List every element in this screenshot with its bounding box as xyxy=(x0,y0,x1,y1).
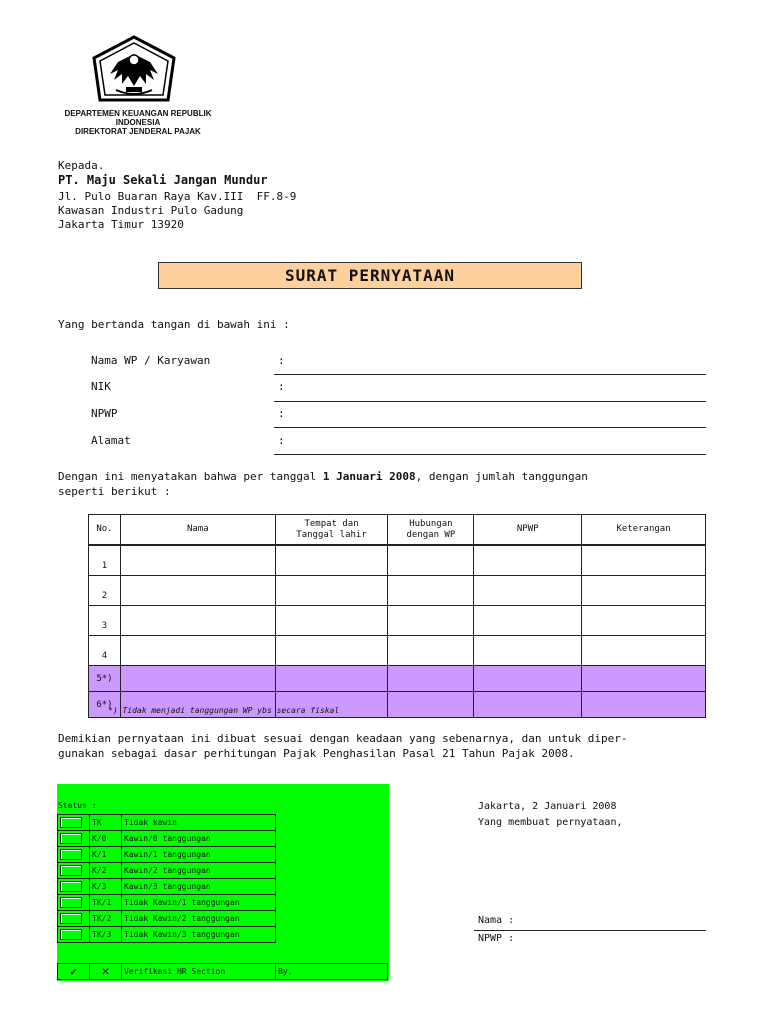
cell-npwp[interactable] xyxy=(474,636,582,666)
verify-approve-icon[interactable]: ✔ xyxy=(58,964,90,980)
header-npwp: NPWP xyxy=(474,515,582,546)
department-line-1: DEPARTEMEN KEUANGAN REPUBLIK xyxy=(64,109,212,118)
checkbox-cell[interactable] xyxy=(58,879,90,895)
cell-nama[interactable] xyxy=(120,636,275,666)
status-option[interactable] xyxy=(58,831,276,847)
intro-text: Yang bertanda tangan di bawah ini : xyxy=(58,318,290,331)
status-checkbox[interactable] xyxy=(60,817,82,828)
status-desc: Tidak Kawin/2 tanggungan xyxy=(122,911,276,927)
declaration-line-1 xyxy=(58,470,588,484)
checkbox-cell[interactable] xyxy=(58,927,90,943)
checkbox-cell[interactable] xyxy=(58,847,90,863)
status-checkbox[interactable] xyxy=(60,865,82,876)
field-colon-name: : xyxy=(278,354,285,367)
cell-keterangan[interactable] xyxy=(582,666,706,692)
field-label-nik: NIK xyxy=(91,380,111,393)
header-keterangan: Keterangan xyxy=(582,515,706,546)
status-desc: Tidak kawin xyxy=(122,815,276,831)
field-colon-npwp: : xyxy=(278,407,285,420)
recipient-address-1: Jl. Pulo Buaran Raya Kav.III FF.8-9 xyxy=(58,190,297,203)
status-checkbox[interactable] xyxy=(60,881,82,892)
header-nama: Nama xyxy=(120,515,275,546)
table-row xyxy=(89,636,706,666)
cell-npwp[interactable] xyxy=(474,606,582,636)
status-checkbox[interactable] xyxy=(60,833,82,844)
status-label: Status : xyxy=(58,801,97,810)
header-no: No. xyxy=(89,515,121,546)
status-option[interactable] xyxy=(58,879,276,895)
dependents-table xyxy=(88,514,706,718)
status-code: K/0 xyxy=(90,831,122,847)
cell-ttl[interactable] xyxy=(275,666,388,692)
department-line-3: DIREKTORAT JENDERAL PAJAK xyxy=(75,127,201,136)
field-label-alamat: Alamat xyxy=(91,434,131,447)
row-number: 4 xyxy=(89,636,121,666)
cell-ttl[interactable] xyxy=(275,576,388,606)
declaration-date: 1 Januari 2008 xyxy=(322,470,416,483)
status-desc: Kawin/2 tanggungan xyxy=(122,863,276,879)
status-checkbox[interactable] xyxy=(60,897,82,908)
field-colon-alamat: : xyxy=(278,434,285,447)
signature-name-label: Nama : xyxy=(478,915,515,926)
field-line-nik[interactable] xyxy=(274,401,706,402)
verify-by[interactable]: By. xyxy=(276,964,388,980)
ministry-emblem-logo xyxy=(88,34,180,106)
field-label-npwp: NPWP xyxy=(91,407,118,420)
verification-row xyxy=(57,963,388,980)
cell-keterangan[interactable] xyxy=(582,692,706,718)
declaration-part-2: , dengan jumlah tanggungan xyxy=(415,470,588,483)
cell-ttl[interactable] xyxy=(275,545,388,576)
checkbox-cell[interactable] xyxy=(58,831,90,847)
status-option[interactable] xyxy=(58,911,276,927)
row-number: 6*) xyxy=(89,692,121,718)
cell-keterangan[interactable] xyxy=(582,576,706,606)
verify-reject-icon[interactable]: ✕ xyxy=(90,964,122,980)
status-desc: Kawin/3 tanggungan xyxy=(122,879,276,895)
cell-nama[interactable] xyxy=(120,606,275,636)
table-row xyxy=(89,576,706,606)
header-tempat-tanggal-lahir: Tempat dan Tanggal lahir xyxy=(275,515,388,546)
cell-hubungan[interactable] xyxy=(388,606,474,636)
checkbox-cell[interactable] xyxy=(58,895,90,911)
status-code: TK/2 xyxy=(90,911,122,927)
status-code: K/3 xyxy=(90,879,122,895)
field-label-name: Nama WP / Karyawan xyxy=(91,354,211,367)
status-desc: Tidak Kawin/1 tanggungan xyxy=(122,895,276,911)
closing-line-2: gunakan sebagai dasar perhitungan Pajak Penghasilan Pasal 21 Tahun Pajak 2008. xyxy=(58,747,575,760)
status-code: K/1 xyxy=(90,847,122,863)
cell-nama[interactable] xyxy=(120,666,275,692)
cell-keterangan[interactable] xyxy=(582,545,706,576)
status-code: TK/3 xyxy=(90,927,122,943)
status-option[interactable] xyxy=(58,927,276,943)
row-number: 3 xyxy=(89,606,121,636)
checkbox-cell[interactable] xyxy=(58,911,90,927)
declaration-line-2: seperti berikut : xyxy=(58,485,171,498)
row-number: 1 xyxy=(89,545,121,576)
row-number: 5*) xyxy=(89,666,121,692)
closing-line-1: Demikian pernyataan ini dibuat sesuai dengan keadaan yang sebenarnya, dan untuk diper- xyxy=(58,732,628,745)
recipient-address-2: Kawasan Industri Pulo Gadung xyxy=(58,204,244,217)
status-option[interactable] xyxy=(58,847,276,863)
cell-ttl[interactable] xyxy=(275,636,388,666)
table-header-row xyxy=(89,515,706,546)
cell-npwp[interactable] xyxy=(474,576,582,606)
status-option[interactable] xyxy=(58,863,276,879)
cell-hubungan[interactable] xyxy=(388,576,474,606)
department-line-2: INDONESIA xyxy=(115,118,161,127)
cell-nama[interactable] xyxy=(120,576,275,606)
recipient-salutation: Kepada. xyxy=(58,159,105,172)
signature-place-date: Jakarta, 2 Januari 2008 xyxy=(478,801,617,812)
status-options-table xyxy=(57,814,276,943)
signature-name-line[interactable] xyxy=(474,930,706,931)
row-number: 2 xyxy=(89,576,121,606)
cell-hubungan[interactable] xyxy=(388,666,474,692)
document-title: SURAT PERNYATAAN xyxy=(158,262,582,289)
department-name xyxy=(58,109,218,136)
header-hubungan: Hubungan dengan WP xyxy=(388,515,474,546)
cell-npwp[interactable] xyxy=(474,692,582,718)
checkbox-cell[interactable] xyxy=(58,863,90,879)
field-colon-nik: : xyxy=(278,380,285,393)
status-checkbox[interactable] xyxy=(60,849,82,860)
status-desc: Kawin/0 tanggungan xyxy=(122,831,276,847)
cell-hubungan[interactable] xyxy=(388,636,474,666)
status-checkbox[interactable] xyxy=(60,929,82,940)
signature-maker: Yang membuat pernyataan, xyxy=(478,817,623,828)
field-line-npwp[interactable] xyxy=(274,427,706,428)
table-row xyxy=(89,606,706,636)
cell-ttl[interactable] xyxy=(275,606,388,636)
status-desc: Tidak Kawin/3 tanggungan xyxy=(122,927,276,943)
signature-npwp-label: NPWP : xyxy=(478,933,515,944)
table-footnote: *) Tidak menjadi tanggungan WP ybs secara fiskal xyxy=(108,706,340,715)
status-code: TK/1 xyxy=(90,895,122,911)
declaration-part-1: Dengan ini menyatakan bahwa per tanggal xyxy=(58,470,323,483)
field-line-alamat[interactable] xyxy=(274,454,706,455)
verify-label: Verifikasi HR Section xyxy=(122,964,276,980)
recipient-address-3: Jakarta Timur 13920 xyxy=(58,218,184,231)
cell-nama[interactable] xyxy=(120,545,275,576)
cell-npwp[interactable] xyxy=(474,666,582,692)
recipient-company: PT. Maju Sekali Jangan Mundur xyxy=(58,173,268,187)
cell-keterangan[interactable] xyxy=(582,636,706,666)
table-row-non-fiscal xyxy=(89,666,706,692)
status-desc: Kawin/1 tanggungan xyxy=(122,847,276,863)
cell-npwp[interactable] xyxy=(474,545,582,576)
checkbox-cell[interactable] xyxy=(58,815,90,831)
status-option[interactable] xyxy=(58,895,276,911)
cell-hubungan[interactable] xyxy=(388,545,474,576)
status-code: K/2 xyxy=(90,863,122,879)
field-line-name[interactable] xyxy=(274,374,706,375)
cell-keterangan[interactable] xyxy=(582,606,706,636)
cell-hubungan[interactable] xyxy=(388,692,474,718)
table-row xyxy=(89,545,706,576)
status-option[interactable] xyxy=(58,815,276,831)
status-code: TK xyxy=(90,815,122,831)
status-checkbox[interactable] xyxy=(60,913,82,924)
